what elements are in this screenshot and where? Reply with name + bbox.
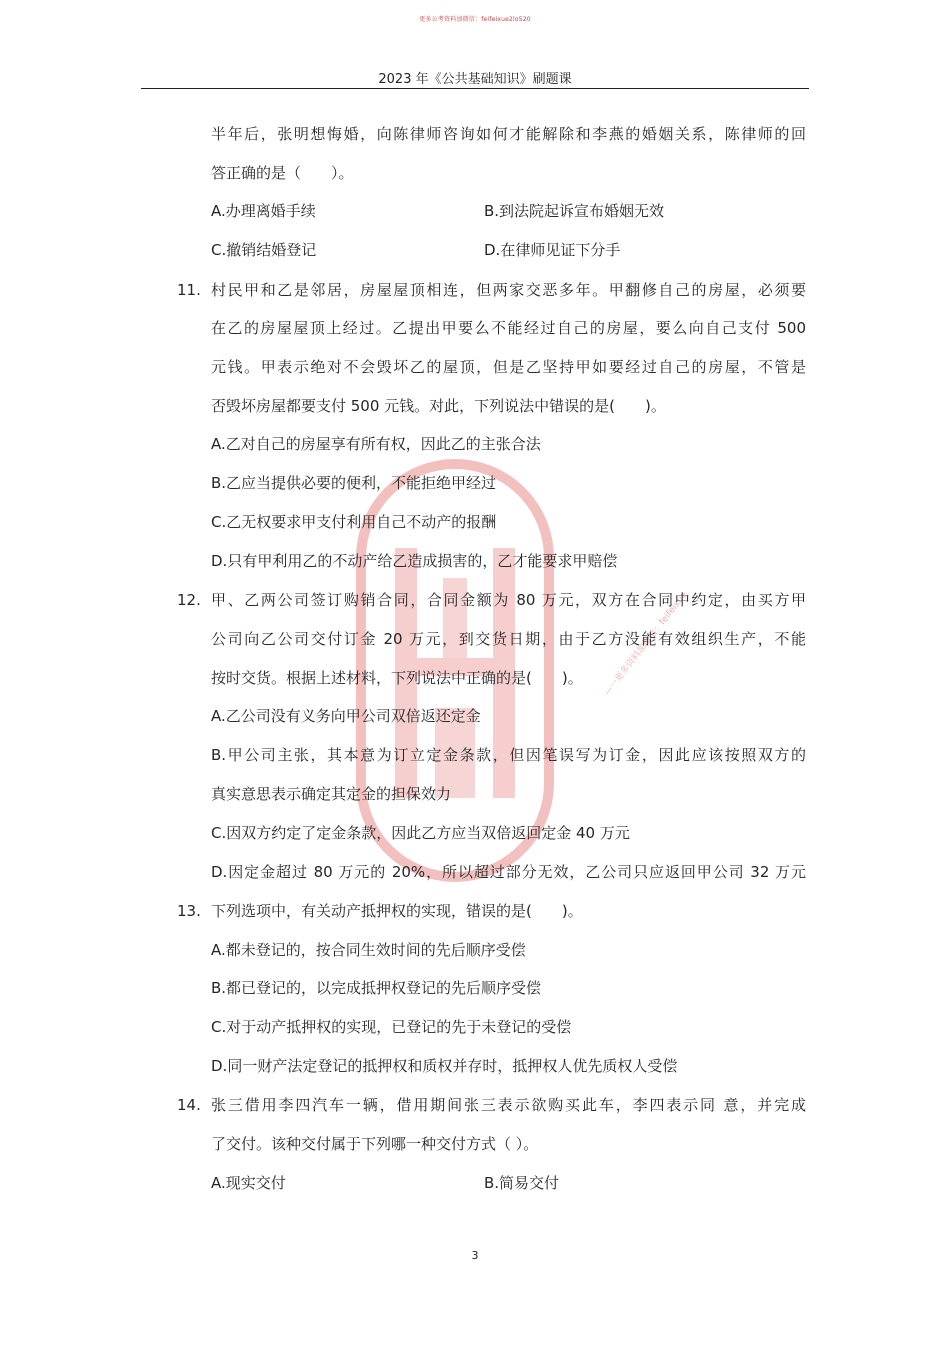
- q11-number: 11.: [177, 281, 201, 299]
- q13-line-1: 下列选项中，有关动产抵押权的实现，错误的是( )。: [211, 902, 583, 920]
- q14-line-1: 张三借用李四汽车一辆，借用期间张三表示欲购买此车，李四表示同 意，并完成: [211, 1096, 806, 1114]
- q12-option-b-line-1: B.甲公司主张，其本意为订立定金条款，但因笔误写为订金，因此应该按照双方的: [211, 746, 806, 764]
- q11-option-a: A.乙对自己的房屋享有所有权，因此乙的主张合法: [211, 435, 541, 453]
- q11-line-1: 村民甲和乙是邻居，房屋屋顶相连，但两家交恶多年。甲翻修自己的房屋，必须要: [211, 281, 806, 299]
- q11-option-b: B.乙应当提供必要的便利，不能拒绝甲经过: [211, 474, 497, 492]
- q11-option-d: D.只有甲利用乙的不动产给乙造成损害的，乙才能要求甲赔偿: [211, 552, 618, 570]
- q14-option-a: A.现实交付: [211, 1174, 286, 1192]
- q12-option-b-line-2: 真实意思表示确定其定金的担保效力: [211, 785, 452, 803]
- q11-line-2: 在乙的房屋屋顶上经过。乙提出甲要么不能经过自己的房屋，要么向自己支付 500: [211, 319, 806, 337]
- q14-number: 14.: [177, 1096, 201, 1114]
- q13-number: 13.: [177, 902, 201, 920]
- q10-option-b: B.到法院起诉宣布婚姻无效: [484, 202, 665, 220]
- page-number: 3: [471, 1249, 479, 1262]
- header-title: 2023 年《公共基础知识》刷题课: [378, 72, 572, 87]
- q12-line-1: 甲、乙两公司签订购销合同，合同金额为 80 万元，双方在合同中约定，由买方甲: [211, 591, 806, 609]
- q11-line-4: 否毁坏房屋都要支付 500 元钱。对此，下列说法中错误的是( )。: [211, 397, 666, 415]
- q12-line-2: 公司向乙公司交付订金 20 万元，到交货日期，由于乙方没能有效组织生产，不能: [211, 630, 806, 648]
- top-contact-note: 更多公考资料加微信：feifeixue2lo520: [419, 16, 531, 23]
- q12-option-d: D.因定金超过 80 万元的 20%，所以超过部分无效，乙公司只应返回甲公司 32 万元: [211, 863, 806, 881]
- q14-option-b: B.简易交付: [484, 1174, 560, 1192]
- q11-line-3: 元钱。甲表示绝对不会毁坏乙的屋顶，但是乙坚持甲如要经过自己的房屋，不管是: [211, 358, 806, 376]
- q12-option-a: A.乙公司没有义务向甲公司双倍返还定金: [211, 707, 481, 725]
- q12-number: 12.: [177, 591, 201, 609]
- q13-option-a: A.都未登记的，按合同生效时间的先后顺序受偿: [211, 941, 526, 959]
- q12-line-3: 按时交货。根据上述材料，下列说法中正确的是( )。: [211, 669, 583, 687]
- q13-option-c: C.对于动产抵押权的实现，已登记的先于未登记的受偿: [211, 1018, 572, 1036]
- q12-option-c: C.因双方约定了定金条款，因此乙方应当双倍返回定金 40 万元: [211, 824, 630, 842]
- q11-option-c: C.乙无权要求甲支付利用自己不动产的报酬: [211, 513, 497, 531]
- q13-option-d: D.同一财产法定登记的抵押权和质权并存时，抵押权人优先质权人受偿: [211, 1057, 678, 1075]
- q10-option-d: D.在律师见证下分手: [484, 241, 621, 259]
- q14-line-2: 了交付。该种交付属于下列哪一种交付方式（ ）。: [211, 1135, 539, 1153]
- q10-option-a: A.办理离婚手续: [211, 202, 316, 220]
- q13-option-b: B.都已登记的，以完成抵押权登记的先后顺序受偿: [211, 979, 542, 997]
- diagonal-watermark-text: —一更多资料加微信：feifeixue: [602, 590, 690, 699]
- header-rule: [141, 88, 809, 89]
- q10-line-1: 半年后，张明想悔婚，向陈律师咨询如何才能解除和李燕的婚姻关系，陈律师的回: [211, 125, 806, 143]
- q10-option-c: C.撤销结婚登记: [211, 241, 317, 259]
- q10-line-2: 答正确的是（ ）。: [211, 164, 354, 182]
